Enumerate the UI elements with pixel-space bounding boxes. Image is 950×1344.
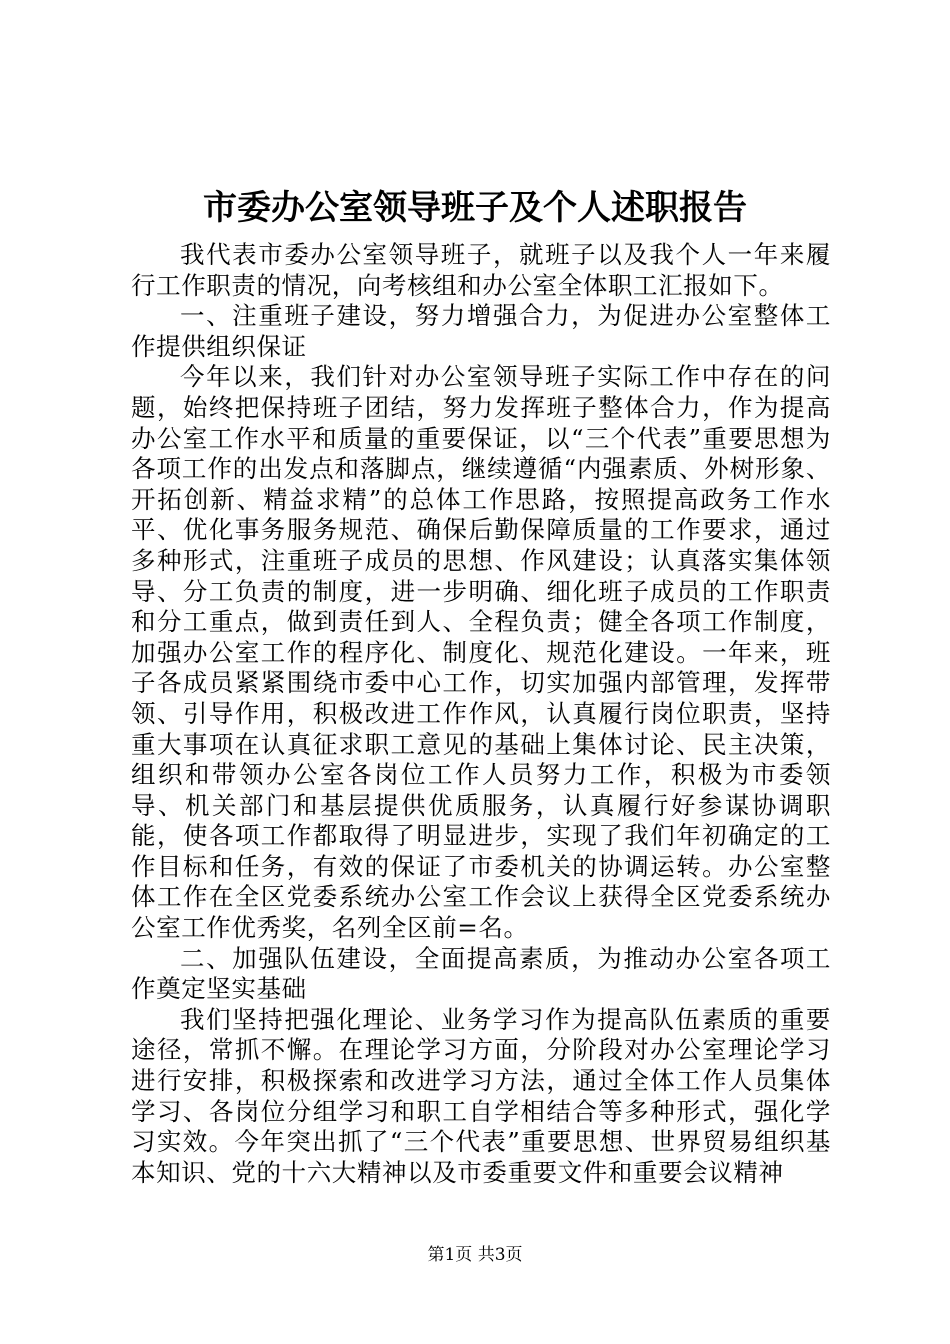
page-footer: 第1页 共3页 [427,1245,523,1265]
section-heading-1: 一、注重班子建设，努力增强合力，为促进办公室整体工作提供组织保证 [131,301,831,361]
section-heading-2: 二、加强队伍建设，全面提高素质，为推动办公室各项工作奠定坚实基础 [131,943,831,1004]
document-title: 市委办公室领导班子及个人述职报告 [203,188,747,228]
document-body [131,240,831,1188]
paragraph-intro: 我代表市委办公室领导班子，就班子以及我个人一年来履行工作职责的情况，向考核组和办公室全体职工汇报如下。 [131,240,831,300]
paragraph-section-1: 今年以来，我们针对办公室领导班子实际工作中存在的问题，始终把保持班子团结，努力发挥班子整体合力，作为提高办公室工作水平和质量的重要保证，以“三个代表”重要思想为各项工作的出发点和落脚点，继续遵循“内强素质、外树形象、开拓创新、精益求精”的总体工作思路，按照提高政务工作水平、优化事务服务规范、确保后勤保障质量的工作要求，通过多种形式，注重班子成员的思想、作风建设；认真落实集体领导、分工负责的制度，进一步明确、细化班子成员的工作职责和分工重点，做到责任到人、全程负责；健全各项工作制度，加强办公室工作的程序化、制度化、规范化建设。一年来，班子各成员紧紧围绕市委中心工作，切实加强内部管理，发挥带领、引导作用，积极改进工作作风，认真履行岗位职责，坚持重大事项在认真征求职工意见的基础上集体讨论、民主决策，组织和带领办公室各岗位工作人员努力工作，积极为市委领导、机关部门和基层提供优质服务，认真履行好参谋协调职能，使各项工作都取得了明显进步，实现了我们年初确定的工作目标和任务，有效的保证了市委机关的协调运转。办公室整体工作在全区党委系统办公室工作会议上获得全区党委系统办公室工作优秀奖，名列全区前=名。 [131,362,831,943]
paragraph-section-2: 我们坚持把强化理论、业务学习作为提高队伍素质的重要途径，常抓不懈。在理论学习方面，分阶段对办公室理论学习进行安排，积极探索和改进学习方法，通过全体工作人员集体学习、各岗位分组学习和职工自学相结合等多种形式，强化学习实效。今年突出抓了“三个代表”重要思想、世界贸易组织基本知识、党的十六大精神以及市委重要文件和重要会议精神 [131,1004,831,1187]
